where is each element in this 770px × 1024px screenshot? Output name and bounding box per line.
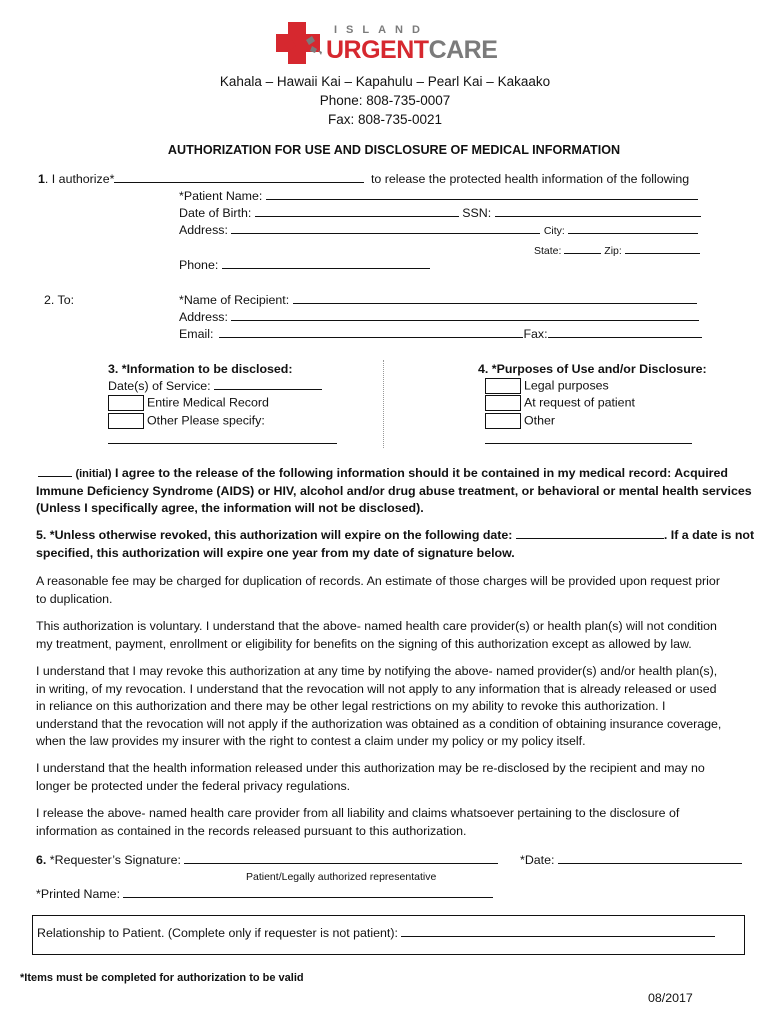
- patient-request-checkbox[interactable]: [485, 395, 521, 411]
- address-field[interactable]: [231, 223, 540, 234]
- voluntary-paragraph: [36, 618, 748, 653]
- initial-label: (initial): [75, 468, 112, 480]
- required-note: *Items must be completed for authorization to be valid: [20, 972, 304, 984]
- expiry-text: 5. *Unless otherwise revoked, this authorization will expire on the following date:: [36, 528, 513, 542]
- signature-label: *Requester’s Signature:: [49, 853, 181, 867]
- legal-purposes-checkbox[interactable]: [485, 378, 521, 394]
- release-line: information as contained in the records released pursuant to this authorization.: [36, 823, 467, 838]
- entire-record-label: Entire Medical Record: [147, 395, 269, 410]
- relationship-field[interactable]: [401, 926, 715, 937]
- revoke-line: I understand that I may revoke this authorization at any time by notifying the above- named provider(s) and/or health plan(s),: [36, 664, 718, 678]
- authorize-label: . I authorize*: [44, 172, 115, 186]
- brand-logo: [276, 20, 498, 70]
- fee-paragraph: [36, 573, 748, 608]
- recipient-fax-label: Fax:: [523, 327, 548, 341]
- consent-line-3: (Unless I specifically agree, the information will not be disclosed).: [36, 501, 424, 515]
- recipient-fax-field[interactable]: [548, 327, 702, 338]
- state-label: State:: [534, 245, 562, 257]
- redisclose-paragraph: [36, 760, 748, 795]
- zip-field[interactable]: [625, 243, 700, 254]
- section2-label: 2. To:: [44, 293, 75, 307]
- recipient-label: *Name of Recipient:: [179, 293, 290, 307]
- brand-care-text: CARE: [428, 36, 498, 64]
- address-label: Address:: [179, 223, 228, 237]
- brand-top-text: ISLAND: [334, 24, 429, 36]
- legal-purposes-label: Legal purposes: [524, 378, 609, 393]
- recipient-address-label: Address:: [179, 310, 228, 324]
- city-field[interactable]: [568, 223, 698, 234]
- ssn-field[interactable]: [495, 206, 701, 217]
- redisclose-line: longer be protected under the federal privacy regulations.: [36, 778, 351, 793]
- phone-field[interactable]: [222, 258, 430, 269]
- consent-line-2: Immune Deficiency Syndrome (AIDS) or HIV, alcohol and/or drug abuse treatment, or behavioral or mental health services: [36, 484, 752, 498]
- dob-label: Date of Birth:: [179, 206, 252, 220]
- fee-line: to duplication.: [36, 591, 113, 606]
- brand-urgent-text: URGENT: [326, 36, 429, 64]
- patient-name-label: *Patient Name:: [179, 189, 263, 203]
- recipient-email-field[interactable]: [219, 327, 523, 338]
- revoke-line: understand that the revocation will not apply if the authorization was obtained as a condition of obtaining insurance coverage,: [36, 716, 722, 731]
- state-field[interactable]: [564, 243, 601, 254]
- release-text: to release the protected health information of the following: [370, 172, 690, 186]
- revoke-line: in reliance on this authorization and there may be other legal restrictions on my ability to revoke this authorization. I: [36, 699, 666, 714]
- form-title: AUTHORIZATION FOR USE AND DISCLOSURE OF MEDICAL INFORMATION: [167, 143, 621, 157]
- release-paragraph: [36, 805, 748, 840]
- revoke-line: in writing, of my revocation. I understand that the revocation will not apply to any information that is already released or used: [36, 681, 717, 696]
- dob-field[interactable]: [255, 206, 459, 217]
- dates-of-service-field[interactable]: [214, 379, 322, 390]
- expiry-default-text: specified, this authorization will expire one year from my date of signature below.: [36, 546, 515, 560]
- other-purpose-label: Other: [524, 413, 555, 428]
- city-label: City:: [543, 225, 565, 237]
- section6-number: 6.: [36, 853, 47, 867]
- other-purpose-checkbox[interactable]: [485, 413, 521, 429]
- patient-name-field[interactable]: [266, 189, 698, 200]
- other-purpose-field[interactable]: [485, 443, 692, 444]
- patient-request-label: At request of patient: [524, 395, 635, 410]
- other-specify-label: Other Please specify:: [147, 413, 265, 428]
- ssn-label: SSN:: [462, 206, 492, 220]
- revoke-paragraph: [36, 663, 748, 751]
- column-divider: [383, 360, 384, 448]
- voluntary-line: This authorization is voluntary. I understand that the above- named health care provider(s) or health plan(s) will not condition: [36, 619, 717, 633]
- expiry-text-tail: . If a date is not: [663, 528, 755, 542]
- phone-label: Phone:: [179, 258, 219, 272]
- section3-heading: 3. *Information to be disclosed:: [108, 362, 293, 376]
- expiry-date-field[interactable]: [516, 528, 664, 539]
- printed-name-label: *Printed Name:: [36, 887, 121, 901]
- release-line: I release the above- named health care provider from all liability and claims whatsoever pertaining to the disclosure of: [36, 806, 680, 820]
- form-version: 08/2017: [648, 991, 693, 1005]
- consent-line-1: I agree to the release of the following information should it be contained in my medical record: Acquired: [114, 466, 728, 480]
- recipient-field[interactable]: [293, 293, 697, 304]
- recipient-address-field[interactable]: [231, 310, 699, 321]
- initial-field[interactable]: [38, 466, 72, 477]
- relationship-box: [32, 915, 745, 955]
- signature-date-label: *Date:: [520, 853, 555, 867]
- voluntary-line: my treatment, payment, enrollment or eligibility for benefits on the signing of this authorization except as allowed by law.: [36, 636, 692, 651]
- fee-line: A reasonable fee may be charged for duplication of records. An estimate of those charges will be provided upon request prior: [36, 574, 720, 588]
- section1-number: 1: [38, 172, 45, 186]
- dates-of-service-label: Date(s) of Service:: [108, 379, 211, 393]
- header-phone: Phone: 808-735-0007: [319, 93, 451, 108]
- signature-field[interactable]: [184, 853, 498, 864]
- relationship-label: Relationship to Patient. (Complete only if requester is not patient):: [37, 926, 398, 940]
- revoke-line: when the law provides my insurer with the right to contest a claim under my policy or my policy itself.: [36, 734, 586, 749]
- other-specify-checkbox[interactable]: [108, 413, 144, 429]
- zip-label: Zip:: [604, 245, 622, 257]
- header-fax: Fax: 808-735-0021: [327, 112, 443, 127]
- other-specify-field[interactable]: [108, 443, 337, 444]
- redisclose-line: I understand that the health information released under this authorization may be re-disclosed by the recipient and may no: [36, 761, 705, 775]
- signature-subcaption: Patient/Legally authorized representative: [246, 871, 437, 883]
- recipient-email-label: Email:: [179, 327, 214, 341]
- header-locations: Kahala – Hawaii Kai – Kapahulu – Pearl Kai – Kakaako: [219, 74, 551, 89]
- printed-name-field[interactable]: [123, 887, 493, 898]
- authorize-field[interactable]: [114, 172, 364, 183]
- signature-date-field[interactable]: [558, 853, 742, 864]
- entire-record-checkbox[interactable]: [108, 395, 144, 411]
- section4-heading: 4. *Purposes of Use and/or Disclosure:: [478, 362, 707, 376]
